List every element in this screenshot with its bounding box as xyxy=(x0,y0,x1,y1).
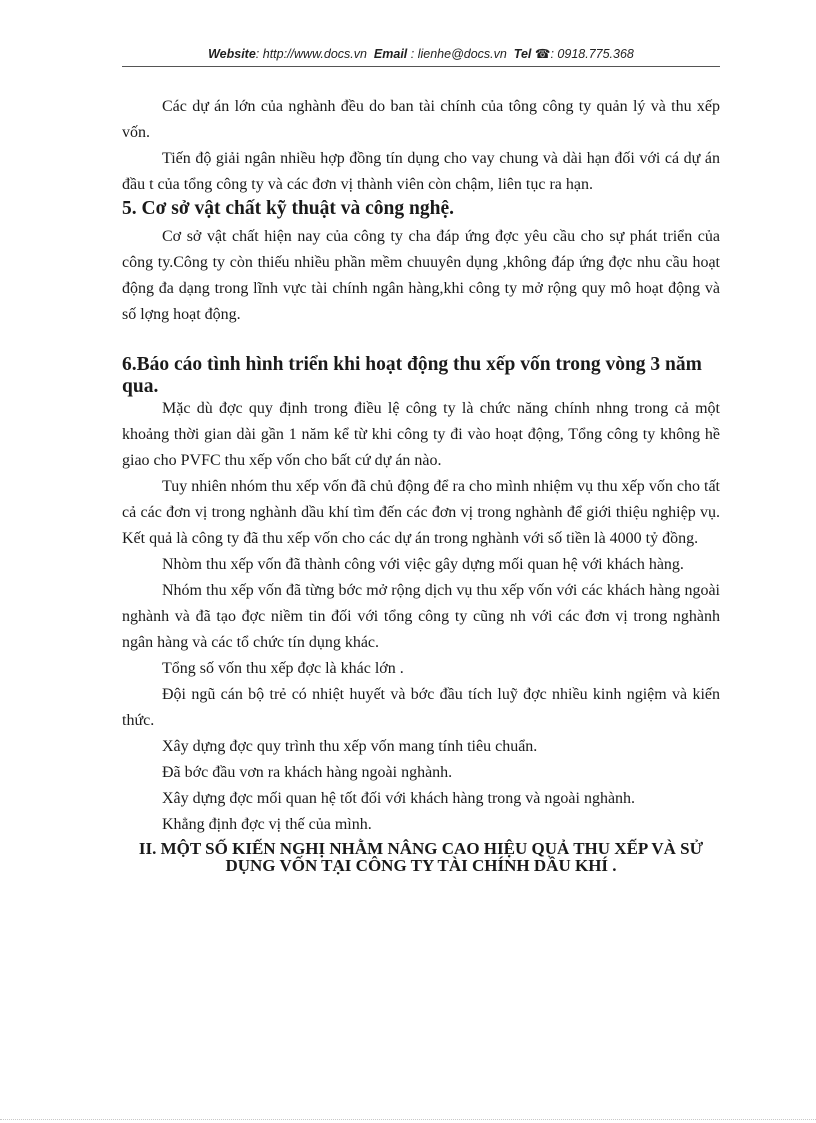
email-address: : lienhe@docs.vn xyxy=(410,47,507,61)
paragraph: Xây dựng đợc quy trình thu xếp vốn mang tính tiêu chuẩn. xyxy=(162,738,538,755)
paragraph: Tiến độ giải ngân nhiều hợp đồng tín dụng cho vay chung và dài hạn đối với cá dự án đầu t của tổng công ty và các đơn vị thành viên còn chậm, liên tục ra hạn. xyxy=(122,150,720,193)
paragraph: Tuy nhiên nhóm thu xếp vốn đã chủ động để ra cho mình nhiệm vụ thu xếp vốn cho tất cả các đơn vị trong nghành dầu khí tìm đến các đơn vị trong nghành để giới thiệu nghiệp vụ. Kết quả là công ty đã thu xếp vốn cho các dự án trong nghành với số tiền là 4000 tỷ đồng. xyxy=(122,478,720,547)
paragraph: Mặc dù đợc quy định trong điều lệ công ty là chức năng chính nhng trong cả một khoảng thời gian dài gần 1 năm kể từ khi công ty đi vào hoạt động, Tổng công ty không hề giao cho PVFC thu xếp vốn cho bất cứ dự án nào. xyxy=(122,400,720,469)
paragraph: Nhòm thu xếp vốn đã thành công với việc gây dựng mối quan hệ với khách hàng. xyxy=(162,556,684,573)
paragraph: Khẳng định đợc vị thế của mình. xyxy=(162,816,372,833)
header-divider xyxy=(122,66,720,67)
tel-number: : 0918.775.368 xyxy=(550,47,634,61)
paragraph: Đã bớc đầu vơn ra khách hàng ngoài nghành. xyxy=(162,764,453,781)
phone-icon: ☎ xyxy=(534,47,551,61)
website-url: : http://www.docs.vn xyxy=(255,47,367,61)
section-ii-heading: II. MỘT SỐ KIẾN NGHỊ NHẰM NÂNG CAO HIỆU QUẢ THU XẾP VÀ SỬ DỤNG VỐN TẠI CÔNG TY TÀI CHÍNH DẦU KHÍ . xyxy=(138,839,704,875)
tel-label: Tel xyxy=(513,47,532,61)
document-body xyxy=(122,94,720,874)
page-header xyxy=(122,46,720,61)
paragraph: Nhóm thu xếp vốn đã từng bớc mở rộng dịch vụ thu xếp vốn với các khách hàng ngoài nghành và đã tạo đợc niềm tin đối với tổng công ty cũng nh với các đơn vị trong nghành ngân hàng và các tổ chức tín dụng khác. xyxy=(122,582,720,651)
paragraph: Các dự án lớn của nghành đều do ban tài chính của tông công ty quản lý và thu xếp vốn. xyxy=(122,98,720,141)
section-5-heading: 5. Cơ sở vật chất kỹ thuật và công nghệ. xyxy=(122,198,454,219)
paragraph: Cơ sở vật chất hiện nay của công ty cha đáp ứng đợc yêu cầu cho sự phát triển của công ty.Công ty còn thiếu nhiều phần mềm chuuyên dụng ,không đáp ứng đợc nhu cầu hoạt động đa dạng trong lĩnh vực tài chính ngân hàng,khi công ty mở rộng quy mô hoạt động và số lợng hoạt động. xyxy=(122,228,720,323)
email-label: Email xyxy=(373,47,408,61)
footer-divider xyxy=(0,1119,816,1120)
paragraph: Tổng số vốn thu xếp đợc là khác lớn . xyxy=(162,660,404,677)
website-label: Website xyxy=(208,47,256,61)
paragraph: Xây dựng đợc mối quan hệ tốt đối với khách hàng trong và ngoài nghành. xyxy=(162,790,636,807)
section-6-heading: 6.Báo cáo tình hình triển khi hoạt động thu xếp vốn trong vòng 3 năm qua. xyxy=(122,354,702,397)
paragraph: Đội ngũ cán bộ trẻ có nhiệt huyết và bớc đầu tích luỹ đợc nhiều kinh ngiệm và kiến thức. xyxy=(122,686,720,729)
